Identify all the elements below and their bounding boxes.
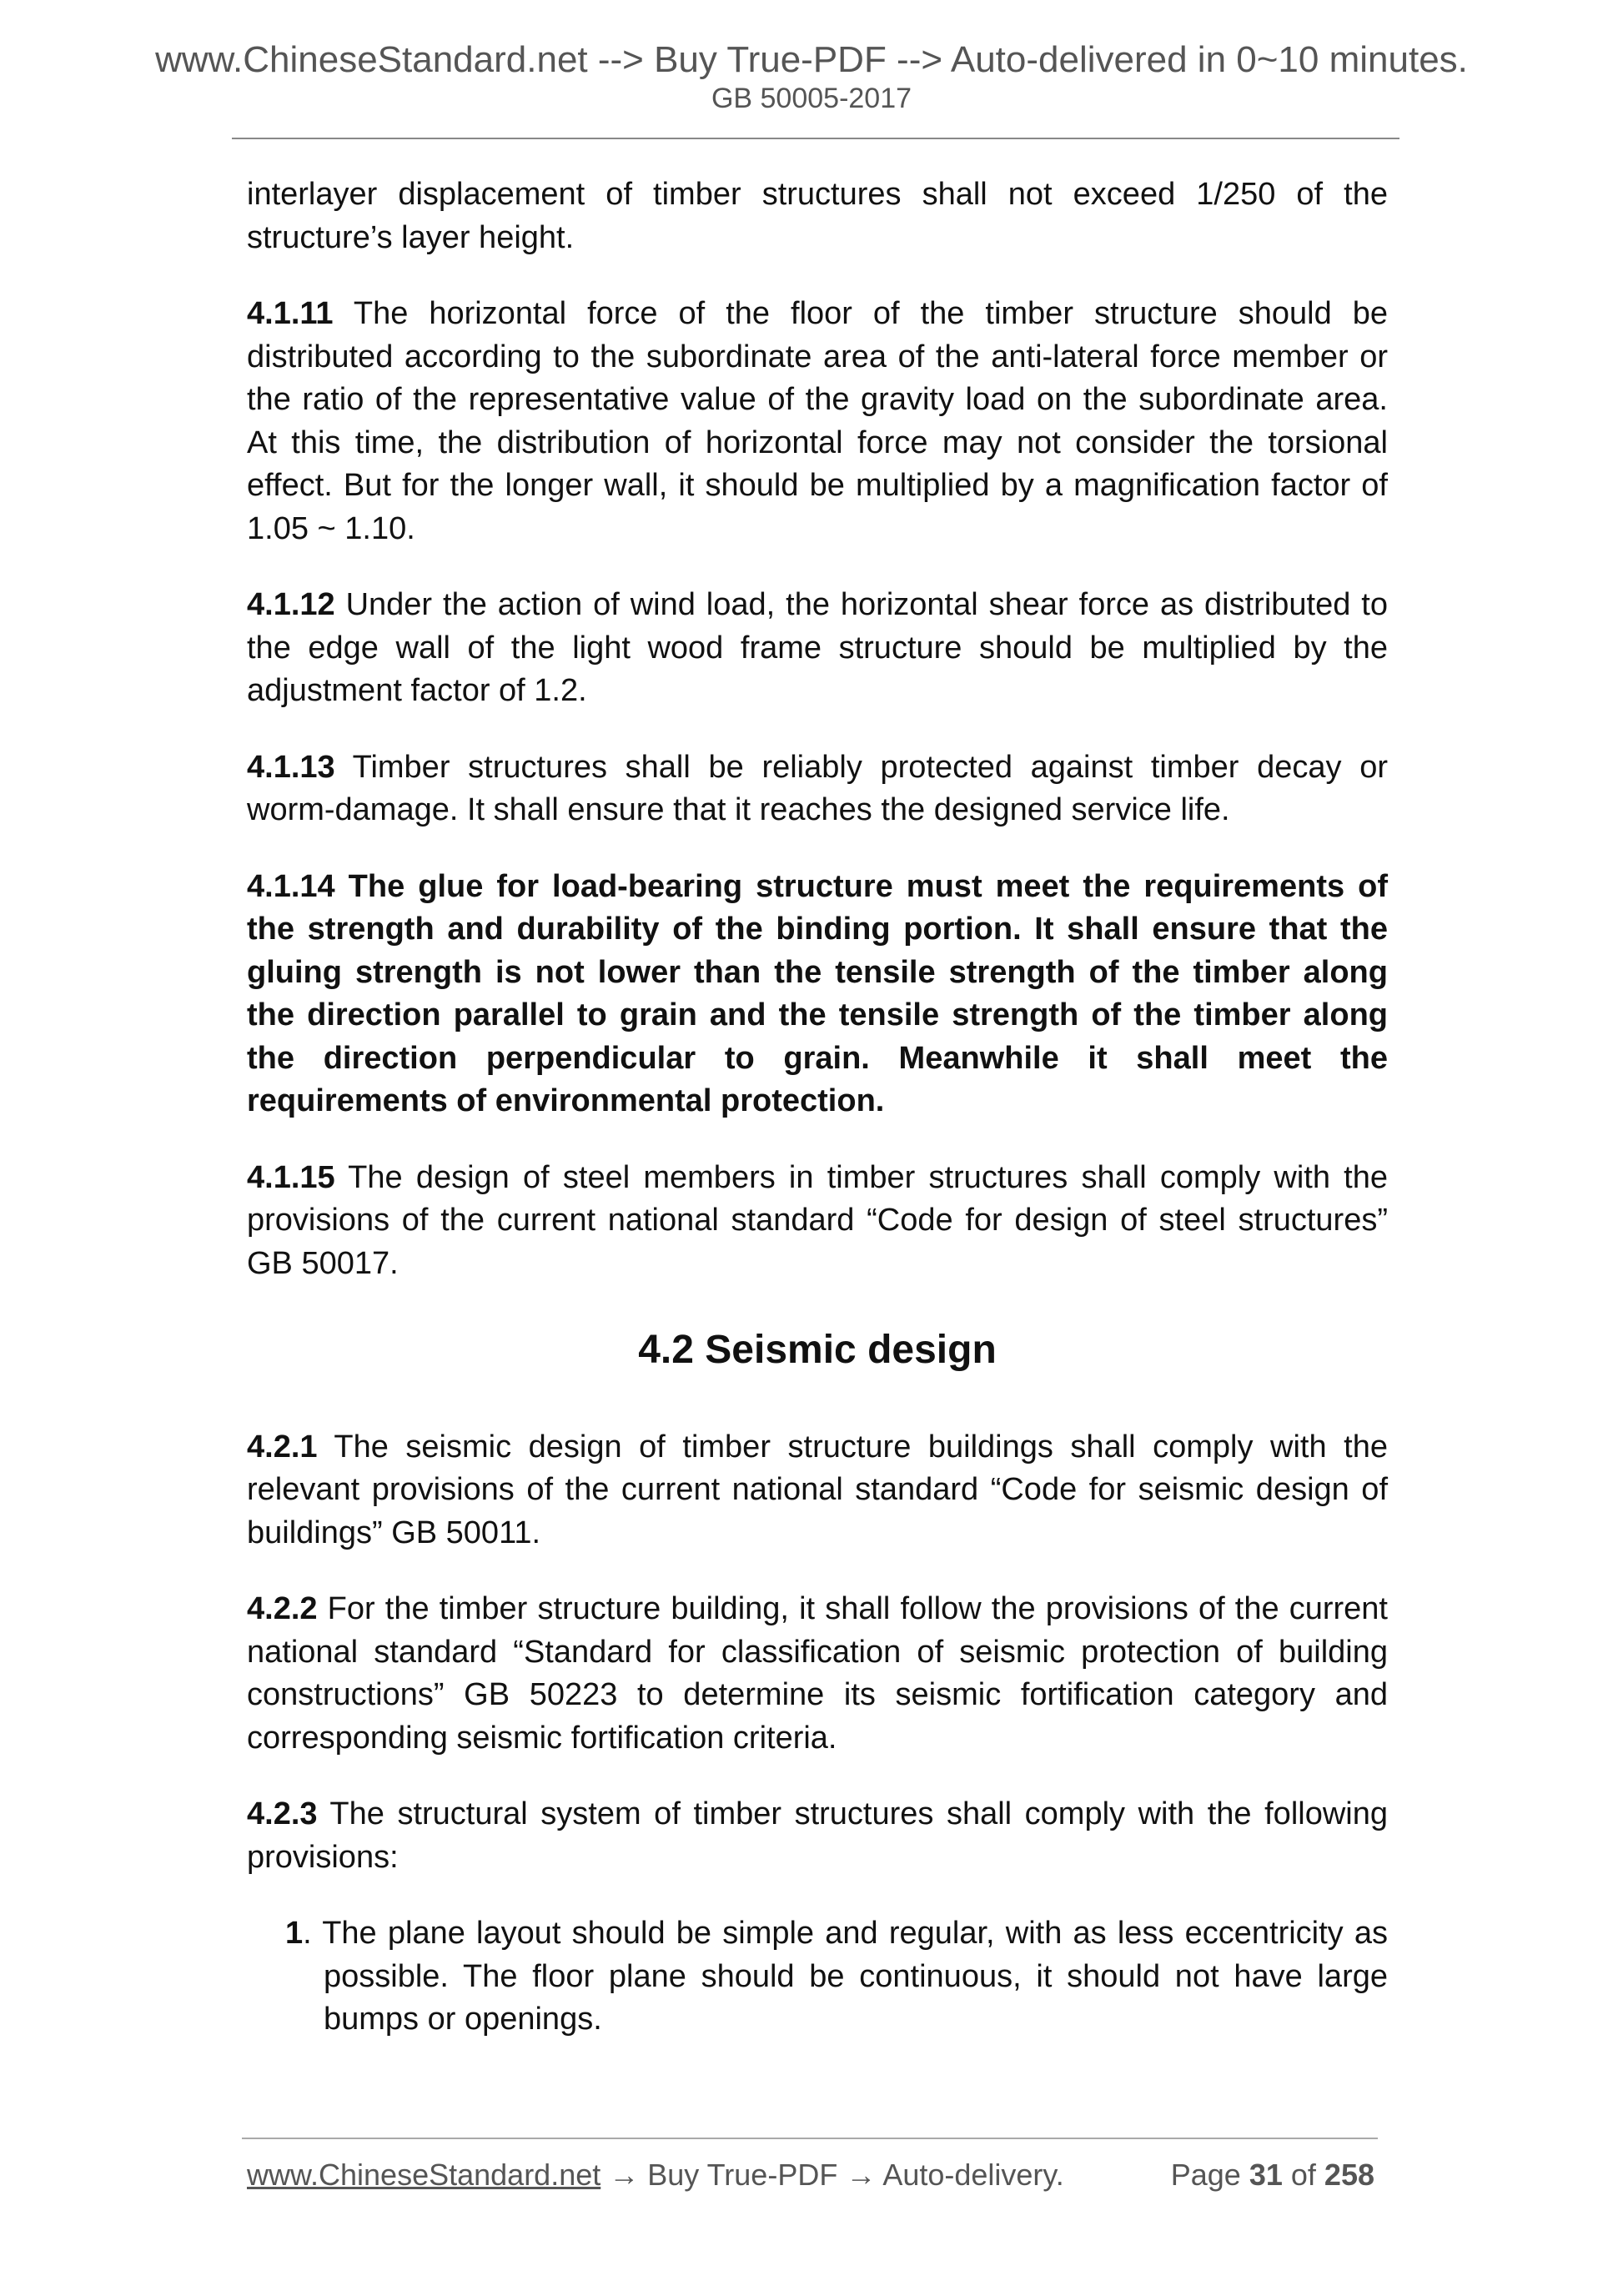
list-item-text: . The plane layout should be simple and regular, with as less eccentricity as possible. The floor plane should be continuous, it should not have large bumps or openings.	[303, 1916, 1388, 2037]
paragraph-continuation: interlayer displacement of timber structures shall not exceed 1/250 of the structure’s layer height.	[247, 177, 1388, 255]
clause-text: The horizontal force of the floor of the timber structure should be distributed according to the subordinate area of the anti-lateral force member or the ratio of the representative value of the gravity load on the subordinate area. At this time, the distribution of horizontal force may not consider the torsional effect. But for the longer wall, it should be multiplied by a magnification factor of 1.05 ~ 1.10.	[247, 296, 1388, 546]
page-of-label: of	[1290, 2158, 1316, 2192]
clause-number: 4.1.15	[247, 1159, 335, 1195]
list-item-number: 1	[285, 1916, 304, 1952]
standard-code: GB 50005-2017	[711, 83, 912, 114]
clause-4-1-15	[247, 1157, 1388, 1286]
clause-number: 4.1.11	[247, 296, 334, 331]
clause-text: The structural system of timber structures shall comply with the following provisions:	[247, 1796, 1388, 1875]
clause-text: The design of steel members in timber structures shall comply with the provisions of the current national standard “Code for design of steel structures” GB 50017.	[247, 1159, 1388, 1281]
clause-number: 4.2.3	[247, 1796, 318, 1832]
clause-number: 4.2.1	[247, 1429, 318, 1465]
clause-4-2-1	[247, 1426, 1388, 1555]
header-divider	[232, 138, 1399, 139]
list-item	[247, 1912, 1388, 2042]
page-indicator	[1171, 2160, 1374, 2190]
footer-site-link[interactable]: www.ChineseStandard.net	[247, 2158, 601, 2192]
clause-text: Timber structures shall be reliably protected against timber decay or worm-damage. It shall ensure that it reaches the designed service life.	[247, 749, 1388, 827]
page-total: 258	[1324, 2158, 1374, 2192]
section-heading: 4.2 Seismic design	[638, 1328, 997, 1372]
clause-4-2-3	[247, 1793, 1388, 1879]
site-banner: www.ChineseStandard.net --> Buy True-PDF --> Auto-delivered in 0~10 minutes.	[155, 39, 1468, 80]
clause-4-2-2	[247, 1588, 1388, 1760]
clause-number: 4.1.13	[247, 749, 335, 785]
page-number: 31	[1249, 2158, 1283, 2192]
footer-promo-text: → Buy True-PDF → Auto-delivery.	[600, 2158, 1064, 2192]
clause-4-1-11	[247, 293, 1388, 550]
footer-divider	[242, 2138, 1378, 2139]
footer-promo	[247, 2160, 1064, 2190]
clause-number: 4.2.2	[247, 1591, 318, 1627]
clause-4-1-12	[247, 584, 1388, 713]
clause-4-1-13	[247, 746, 1388, 832]
page-label: Page	[1170, 2158, 1241, 2192]
clause-text: Under the action of wind load, the horizontal shear force as distributed to the edge wall of the light wood frame structure should be multiplied by the adjustment factor of 1.2.	[247, 587, 1388, 708]
clause-4-1-14: 4.1.14 The glue for load-bearing structure must meet the requirements of the strength and durability of the binding portion. It shall ensure that the gluing strength is not lower than the tensile strength of the timber along the direction parallel to grain and the tensile strength of the timber along the direction perpendicular to grain. Meanwhile it shall meet the requirements of environmental protection.	[247, 868, 1388, 1118]
page-footer	[247, 2160, 1381, 2197]
clause-number: 4.1.12	[247, 587, 335, 622]
clause-text: For the timber structure building, it shall follow the provisions of the current national standard “Standard for classification of seismic protection of building constructions” GB 50223 to determine its seismic fortification category and corresponding seismic fortification criteria.	[247, 1591, 1388, 1756]
clause-text: The seismic design of timber structure buildings shall comply with the relevant provisions of the current national standard “Code for seismic design of buildings” GB 50011.	[247, 1429, 1388, 1550]
page-content	[247, 173, 1388, 2042]
